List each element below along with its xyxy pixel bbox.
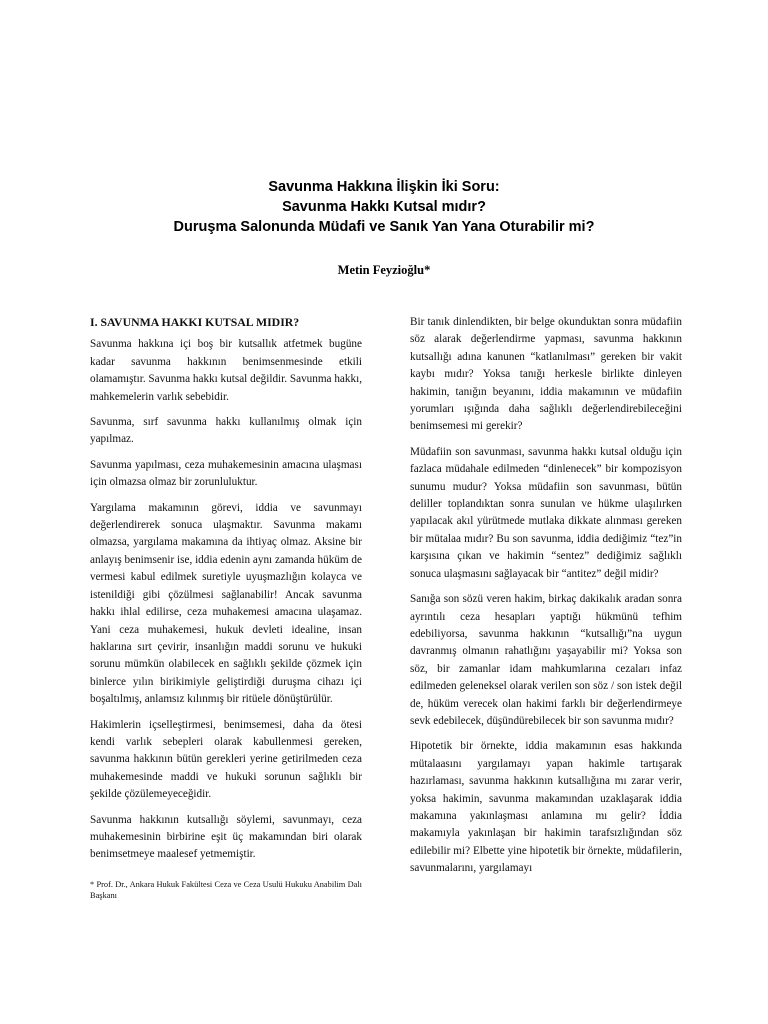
paragraph: Savunma yapılması, ceza muhakemesinin amacına ulaşması için olmazsa olmaz bir zorunluluktur. <box>90 458 362 489</box>
paragraph: Savunma, sırf savunma hakkı kullanılmış olmak için yapılmaz. <box>90 416 362 446</box>
author-name: Metin Feyzioğlu* <box>337 263 431 277</box>
paragraph: Bir tanık dinlendikten, bir belge okunduktan sonra müdafiin söz alarak değerlendirme yapması, savunma hakkının kutsallığı adına kanunen “katlanılması” gereken bir vakit kaybı mıdır? Yoksa tanığı herkesle birlikte dinleyen hakimin, tanığın beyanını, iddia makamının ve müdafiin yorumları ışığında daha sağlıklı değerlendirebileceğini benimsemesi mi gerekir? <box>410 316 682 433</box>
footnote: * Prof. Dr., Ankara Hukuk Fakültesi Ceza ve Ceza Usulü Hukuku Anabilim Dalı Başkanı <box>90 879 362 900</box>
paragraph: Yargılama makamının görevi, iddia ve savunmayı değerlendirerek sonuca ulaşmaktır. Savunma makamı olmazsa, yargılama makamına da ihtiyaç olmaz. Aksine bir anlayış benimsenir ise, iddia edenin aynı zamanda hüküm de vermesi kabul edilmek suretiyle uyuşmazlığın kolayca ve istenildiği gibi çözülmesi sağlanabilir! Ancak savunma hakkı ihlal edilirse, ceza muhakemesi amacına ulaşamaz. Yani ceza muhakemesi, hukuk devleti idealine, insan haklarına sırt çevirir, insanlığın maddi sorunu ve hukuki sorunu mümkün olabilecek en sağlıklı şekilde çözmek için binlerce yılın birikimiyle geliştirdiği duruşma cihazı içi boşaltılmış, anlamsız kılınmış bir ritüele dönüştürülür. <box>90 501 362 706</box>
paragraph: Hakimlerin içselleştirmesi, benimsemesi, daha da ötesi kendi varlık sebepleri olarak kabullenmesi gereken, savunma hakkının bütün gerekleri yerine getirilmeden ceza muhakemesinde maddi ve hukuki sorunun sağlıklı bir şekilde çözülemeyeceğidir. <box>90 718 362 801</box>
left-column <box>90 314 362 909</box>
paragraph: Hipotetik bir örnekte, iddia makamının esas hakkında mütalaasını yargılamayı yapan hakimle tartışarak hazırlaması, savunma hakkının kutsallığına mı zarar verir, yoksa hakimin, savunma makamından uzaklaşarak iddia makamına yakınlaşması anlamına mı gelir? İddia makamıyla yakınlaşan bir hakimin tarafsızlığından söz edilebilir mi? Elbette yine hipotetik bir örnekte, müdafilerin, savunmalarını, yargılamayı <box>410 740 682 875</box>
paragraph: Savunma hakkına içi boş bir kutsallık atfetmek bugüne kadar savunma hakkının benimsenmesinde etkili olamamıştır. Savunma hakkı kutsal değildir. Savunma hakkı, mahkemelerin varlık sebebidir. <box>90 338 362 403</box>
paragraph: Müdafiin son savunması, savunma hakkı kutsal olduğu için fazlaca müdahale edilmeden “dinlenecek” bir kompozisyon sunumu mudur? Yoksa müdafiin son savunması, bütün deliller toplandıktan sonra sunulan ve hükme ulaşılırken yapılacak akıl yürütmede mutlaka dikkate alınması gereken bir mütalaa mıdır? Bu son savunma, iddia dediğimiz “tez”in karşısına çıkan ve hakimin “sentez” dediğimiz sağlıklı sonuca ulaşmasını sağlayacak bir “antitez” değil midir? <box>410 445 682 580</box>
paragraph: Savunma hakkının kutsallığı söylemi, savunmayı, ceza muhakemesinin birbirine eşit üç makamından biri olarak benimsetmeye maalesef yetmemiştir. <box>90 813 362 861</box>
title-block <box>0 177 768 237</box>
title-line-1: Savunma Hakkına İlişkin İki Soru: <box>268 179 500 195</box>
section-heading: I. SAVUNMA HAKKI KUTSAL MIDIR? <box>90 315 300 329</box>
title-line-2: Savunma Hakkı Kutsal mıdır? <box>282 199 486 215</box>
paragraph: Sanığa son sözü veren hakim, birkaç dakikalık aradan sonra ayrıntılı ceza hesapları yaptığı hükmünü tefhim edebiliyorsa, savunma hakkının “kutsallığı”na uygun davranmış olmanın rahatlığını yaşayabilir mi? Yoksa son söz, bir zamanlar idam mahkumlarına cezaları infaz edilmeden geleneksel olarak verilen son söz / son istek değil de, hüküm verecek olan hakimi farklı bir değerlendirmeye sevk edebilecek, düşündürebilecek bir son savunma mıdır? <box>410 593 682 727</box>
right-column <box>410 314 682 886</box>
title-line-3: Duruşma Salonunda Müdafi ve Sanık Yan Yana Oturabilir mi? <box>173 219 595 235</box>
